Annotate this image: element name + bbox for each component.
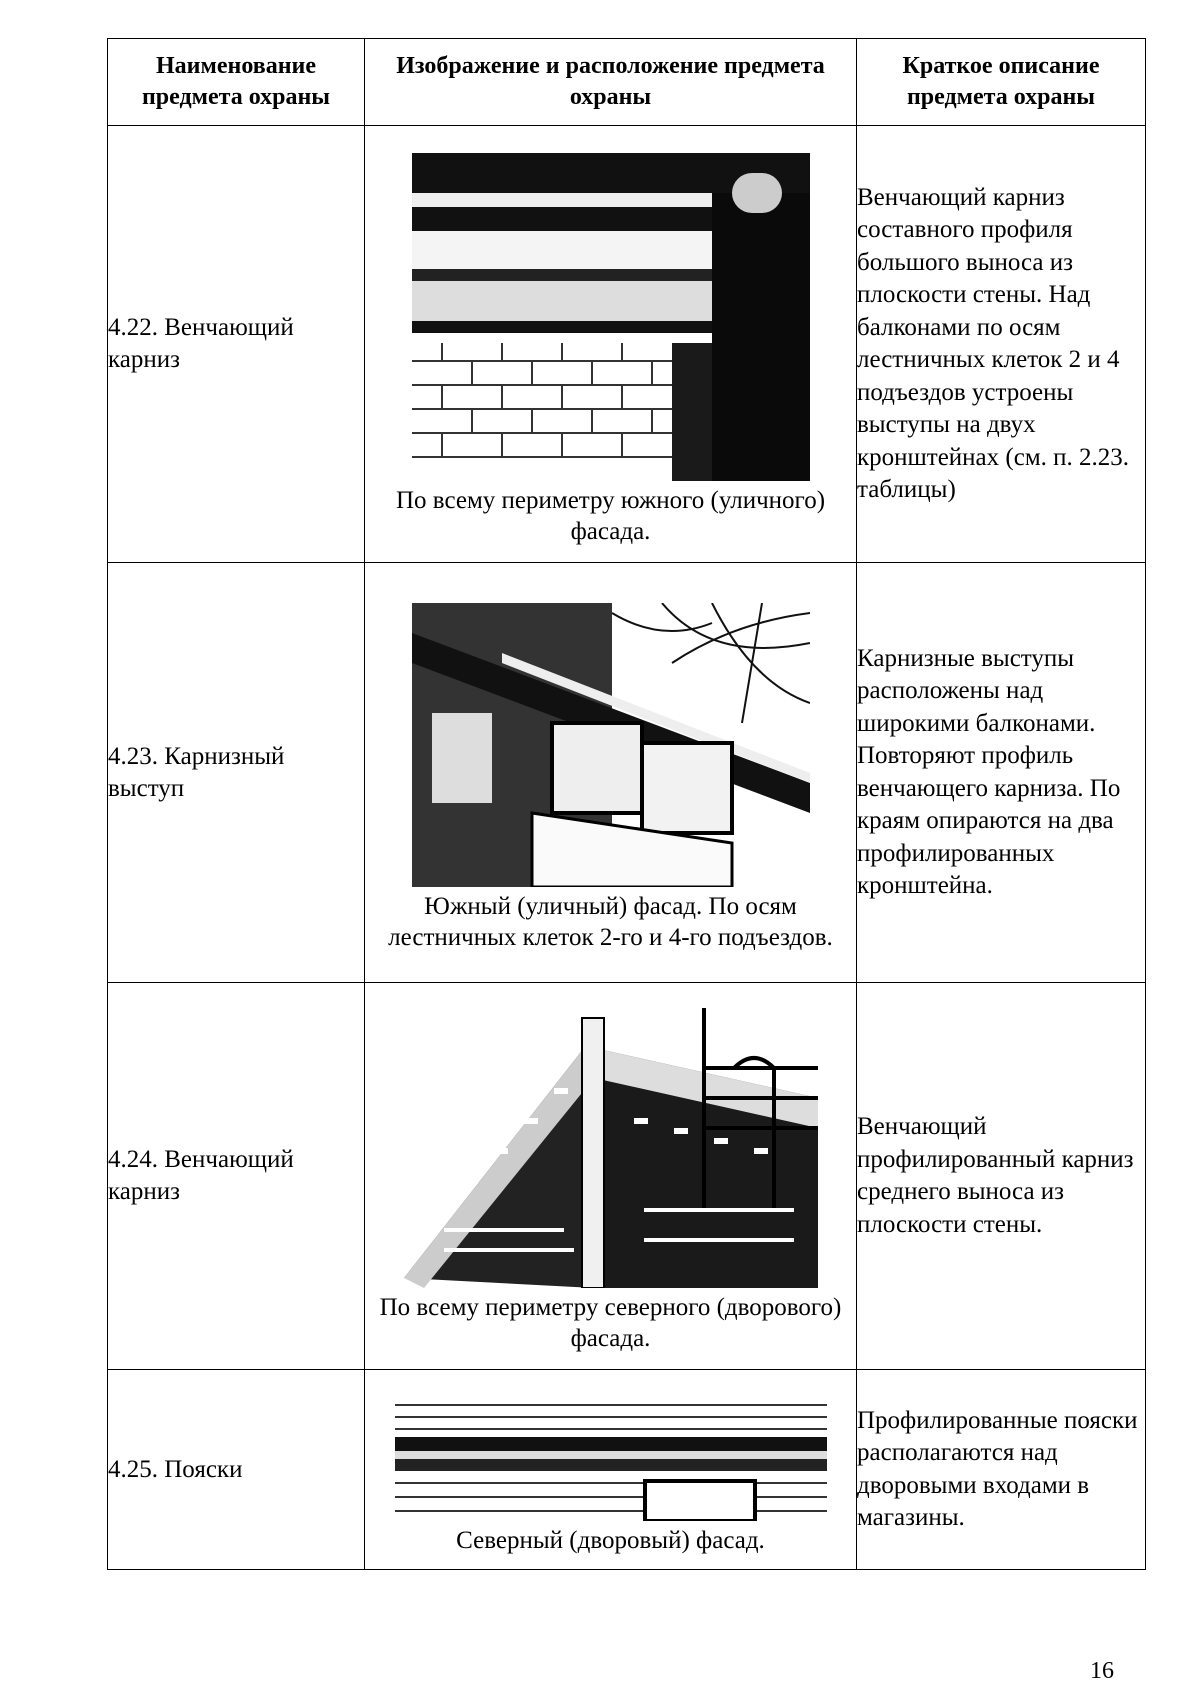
table-row <box>108 983 1146 1370</box>
belt-course-photo <box>395 1393 827 1521</box>
item-name: 4.25. Пояски <box>108 1370 365 1570</box>
image-caption: Южный (уличный) фасад. По осям лестничных клеток 2-го и 4-го подъездов. <box>388 892 833 951</box>
item-description: Карнизные выступы расположены над широкими балконами. Повторяют профиль венчающего карниза. По краям опираются на два профилированных кронштейна. <box>857 563 1146 983</box>
protection-table <box>107 38 1146 1570</box>
item-name: 4.22. Венчающий карниз <box>108 126 365 563</box>
image-cell <box>365 1370 857 1570</box>
table-header-row <box>108 39 1146 126</box>
image-cell <box>365 563 857 983</box>
image-caption: Северный (дворовый) фасад. <box>456 1527 765 1554</box>
cornice-corner-photo <box>404 1008 818 1288</box>
table-row <box>108 1370 1146 1570</box>
item-description: Профилированные пояски располагаются над дворовыми входами в магазины. <box>857 1370 1146 1570</box>
table-row <box>108 563 1146 983</box>
image-caption: По всему периметру южного (уличного) фасада. <box>395 487 826 545</box>
header-description: Краткое описание предмета охраны <box>857 39 1146 126</box>
item-description: Венчающий карниз составного профиля большого выноса из плоскости стены. Над балконами по осям лестничных клеток 2 и 4 подъездов устроены выступы на двух кронштейнах (см. п. 2.23. таблицы) <box>857 126 1146 563</box>
page-number: 16 <box>1090 1658 1114 1684</box>
image-cell <box>365 983 857 1370</box>
cornice-photo <box>412 153 810 481</box>
item-name: 4.23. Карнизный выступ <box>108 563 365 983</box>
cornice-projection-photo <box>412 603 810 887</box>
header-name: Наименование предмета охраны <box>108 39 365 126</box>
image-caption: По всему периметру северного (дворового) фасада. <box>379 1294 842 1352</box>
table-row <box>108 126 1146 563</box>
item-description: Венчающий профилированный карниз среднего выноса из плоскости стены. <box>857 983 1146 1370</box>
header-image-location: Изображение и расположение предмета охраны <box>365 39 857 126</box>
item-name: 4.24. Венчающий карниз <box>108 983 365 1370</box>
image-cell <box>365 126 857 563</box>
